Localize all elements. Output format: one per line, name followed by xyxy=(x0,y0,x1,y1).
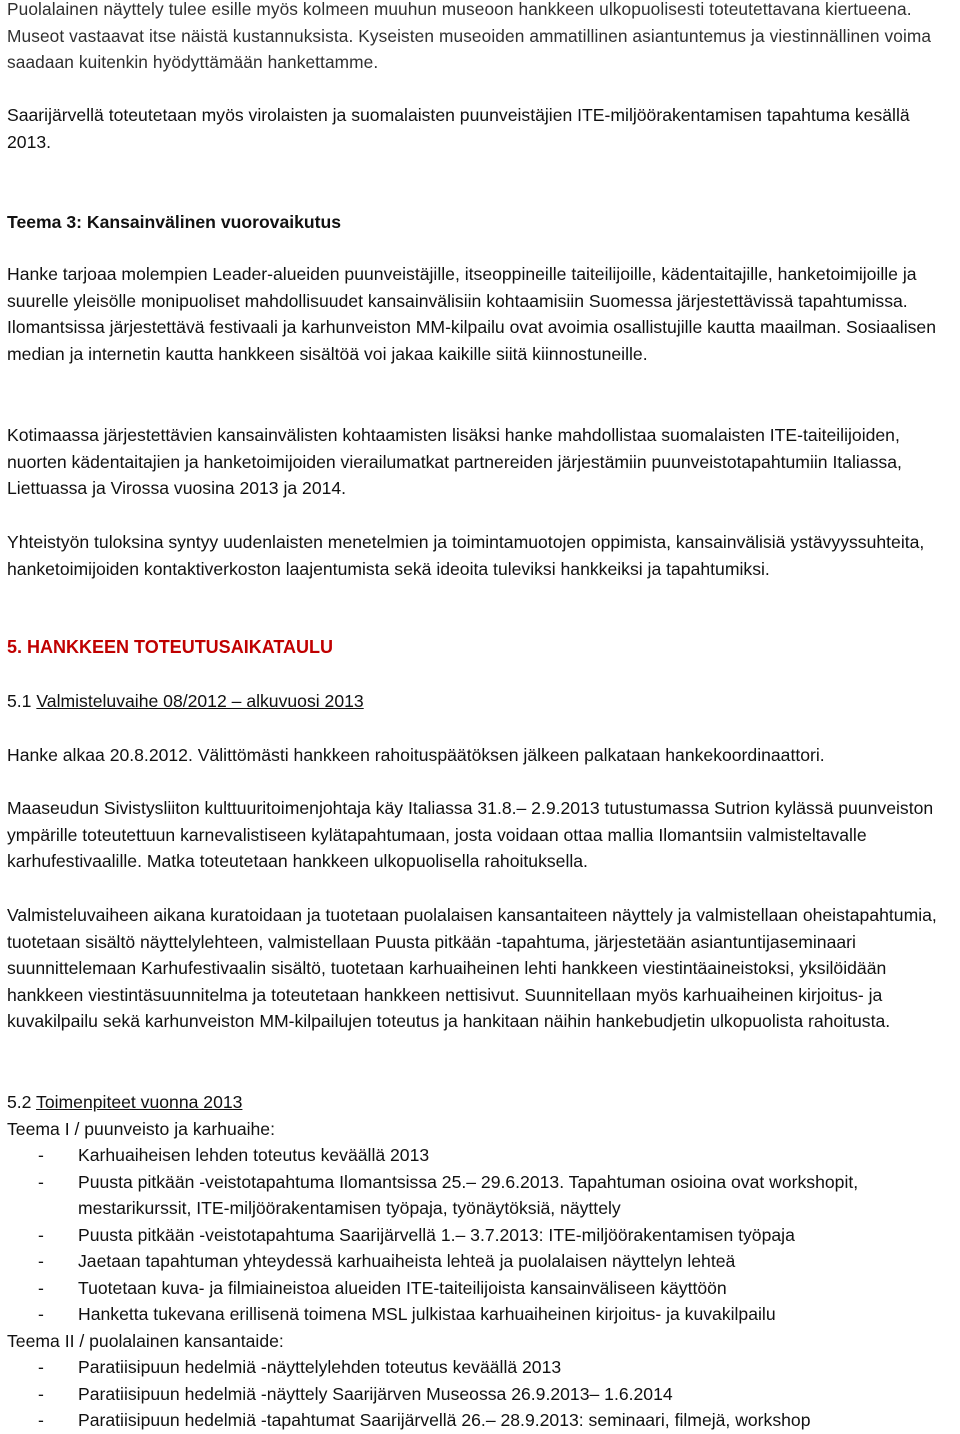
section5-paragraph-1-block xyxy=(7,742,953,769)
list-item-text: Hanketta tukevana erillisenä toimena MSL julkistaa karhuaiheinen kirjoitus- ja kuvakilpailu xyxy=(78,1304,776,1324)
section5-paragraph-3-block xyxy=(7,902,953,1035)
subsection-5-2-number: 5.2 xyxy=(7,1092,37,1112)
teema3-paragraph-1-block xyxy=(7,261,953,367)
list-item-text: Tuotetaan kuva- ja filmiaineistoa alueiden ITE-taiteilijoista kansainväliseen käyttöön xyxy=(78,1277,727,1298)
list-item xyxy=(7,1222,953,1249)
subsection-5-2-label: Toimenpiteet vuonna 2013 xyxy=(36,1092,243,1112)
section5-paragraph-1: Hanke alkaa 20.8.2012. Välittömästi hankkeen rahoituspäätöksen jälkeen palkataan hankekoordinaattori. xyxy=(7,745,825,765)
list-item-text: Puusta pitkään -veistotapahtuma Saarijärvellä 1.– 3.7.2013: ITE-miljöörakentamisen työpaja xyxy=(78,1224,795,1245)
list-item-text: Puusta pitkään -veistotapahtuma Ilomantsissa 25.– 29.6.2013. Tapahtuman osioina ovat workshopit, mestarikurssit, ITE-miljöörakentamisen työpaja, työnäytöksiä, näyttely xyxy=(78,1171,859,1218)
subsection-5-1-block xyxy=(7,688,953,715)
list-dash: - xyxy=(38,1410,44,1430)
list-item xyxy=(7,1407,953,1434)
subsection-5-1-title xyxy=(7,688,953,715)
list-item xyxy=(7,1248,953,1275)
list-dash: - xyxy=(38,1251,44,1271)
list-item-text: Jaetaan tapahtuman yhteydessä karhuaiheista lehteä ja puolalaisen näyttelyn lehteä xyxy=(78,1251,736,1271)
list-dash: - xyxy=(38,1357,44,1377)
list-dash: - xyxy=(38,1304,44,1324)
teema2-list xyxy=(7,1354,953,1434)
teema1-label: Teema I / puunveisto ja karhuaihe: xyxy=(7,1118,275,1139)
list-item-text: Karhuaiheisen lehden toteutus keväällä 2013 xyxy=(78,1145,430,1165)
list-dash: - xyxy=(38,1145,44,1165)
list-dash: - xyxy=(38,1277,44,1298)
section5-paragraph-2-block xyxy=(7,795,953,875)
list-item-text: Paratiisipuun hedelmiä -tapahtumat Saarijärvellä 26.– 28.9.2013: seminaari, filmejä, workshop xyxy=(78,1410,811,1430)
list-item xyxy=(7,1169,953,1222)
list-item xyxy=(7,1301,953,1328)
teema3-heading-block xyxy=(7,209,953,236)
section5-paragraph-2: Maaseudun Sivistysliiton kulttuuritoimenjohtaja käy Italiassa 31.8.– 2.9.2013 tutustumassa Sutrion kylässä puunveiston ympärille toteutettuun karnevalistiseen kylätapahtumaan, josta voidaan ottaa mallia Ilomantsiin valmisteltavalle karhufestivaalille. Matka toteutetaan hankkeen ulkopuolisella rahoituksella. xyxy=(7,798,934,871)
section5-paragraph-3: Valmisteluvaiheen aikana kuratoidaan ja tuotetaan puolalaisen kansantaiteen näyttely ja valmistellaan oheistapahtumia, tuotetaan sisältö näyttelylehteen, valmistellaan Puusta pitkään -tapahtuma, järjestetään asiantuntijaseminaari suunnittelemaan Karhufestivaalin sisältö, tuotetaan karhuaiheinen lehti hankkeen viestintäaineistoksi, yksilöidään hankkeen viestintäsuunnitelma ja toteutetaan hankkeen nettisivut. Suunnitellaan myös karhuaiheinen kirjoitus- ja kuvakilpailu sekä karhunveiston MM-kilpailujen toteutus ja hankitaan näihin hankebudjetin ulkopuolista rahoitusta. xyxy=(7,905,937,1031)
intro-paragraph-2-block xyxy=(7,102,953,155)
list-dash: - xyxy=(38,1171,44,1192)
list-dash: - xyxy=(38,1383,44,1404)
list-item-text: Paratiisipuun hedelmiä -näyttely Saarijärven Museossa 26.9.2013– 1.6.2014 xyxy=(78,1383,673,1404)
teema2-label: Teema II / puolalainen kansantaide: xyxy=(7,1330,284,1351)
teema1-list xyxy=(7,1142,953,1328)
intro-paragraph-2: Saarijärvellä toteutetaan myös virolaisten ja suomalaisten puunveistäjien ITE-miljöörakentamisen tapahtuma kesällä 2013. xyxy=(7,105,910,152)
teema3-paragraph-2-block xyxy=(7,422,953,502)
intro-paragraph-1: Puolalainen näyttely tulee esille myös kolmeen muuhun museoon hankkeen ulkopuolisesti toteutettavana kiertueena. Museot vastaavat itse näistä kustannuksista. Kyseisten museoiden ammatillinen asiantuntemus ja viestinnällinen voima saadaan kuitenkin hyödyttämään hankettamme. xyxy=(7,0,932,72)
section5-heading-block xyxy=(7,634,953,661)
list-item xyxy=(7,1354,953,1381)
list-item xyxy=(7,1381,953,1408)
teema3-paragraph-2: Kotimaassa järjestettävien kansainvälisten kohtaamisten lisäksi hanke mahdollistaa suomalaisten ITE-taiteilijoiden, nuorten kädentaitajien ja hanketoimijoiden vierailumatkat partnereiden järjestämiin puunveistotapahtumiin Italiassa, Liettuassa ja Virossa vuosina 2013 ja 2014. xyxy=(7,425,902,498)
list-item xyxy=(7,1275,953,1302)
list-dash: - xyxy=(38,1224,44,1245)
section5-heading: 5. HANKKEEN TOTEUTUSAIKATAULU xyxy=(7,637,334,657)
subsection-5-1-label: Valmisteluvaihe 08/2012 – alkuvuosi 2013 xyxy=(36,691,364,711)
teema3-heading: Teema 3: Kansainvälinen vuorovaikutus xyxy=(7,212,342,232)
list-item-text: Paratiisipuun hedelmiä -näyttelylehden toteutus keväällä 2013 xyxy=(78,1357,562,1377)
subsection-5-1-number: 5.1 xyxy=(7,691,37,711)
teema3-paragraph-3-block xyxy=(7,529,953,582)
subsection-5-2-block xyxy=(7,1089,953,1434)
teema3-paragraph-3: Yhteistyön tuloksina syntyy uudenlaisten menetelmien ja toimintamuotojen oppimista, kansainvälisiä ystävyyssuhteita, hanketoimijoiden kontaktiverkoston laajentumista sekä ideoita tuleviksi hankkeiksi ja tapahtumiksi. xyxy=(7,532,925,579)
subsection-5-2-title xyxy=(7,1089,953,1116)
teema3-paragraph-1: Hanke tarjoaa molempien Leader-alueiden puunveistäjille, itseoppineille taiteilijoille, kädentaitajille, hanketoimijoille ja suurelle yleisölle monipuoliset mahdollisuudet kansainvälisiin kohtaamisiin Suomessa järjestettävissä tapahtumissa. Ilomantsissa järjestettävä festivaali ja karhunveiston MM-kilpailu ovat avoimia osallistujille kautta maailman. Sosiaalisen median ja internetin kautta hankkeen sisältöä voi jakaa kaikille siitä kiinnostuneille. xyxy=(7,264,936,364)
list-item xyxy=(7,1142,953,1169)
intro-block xyxy=(7,0,953,76)
